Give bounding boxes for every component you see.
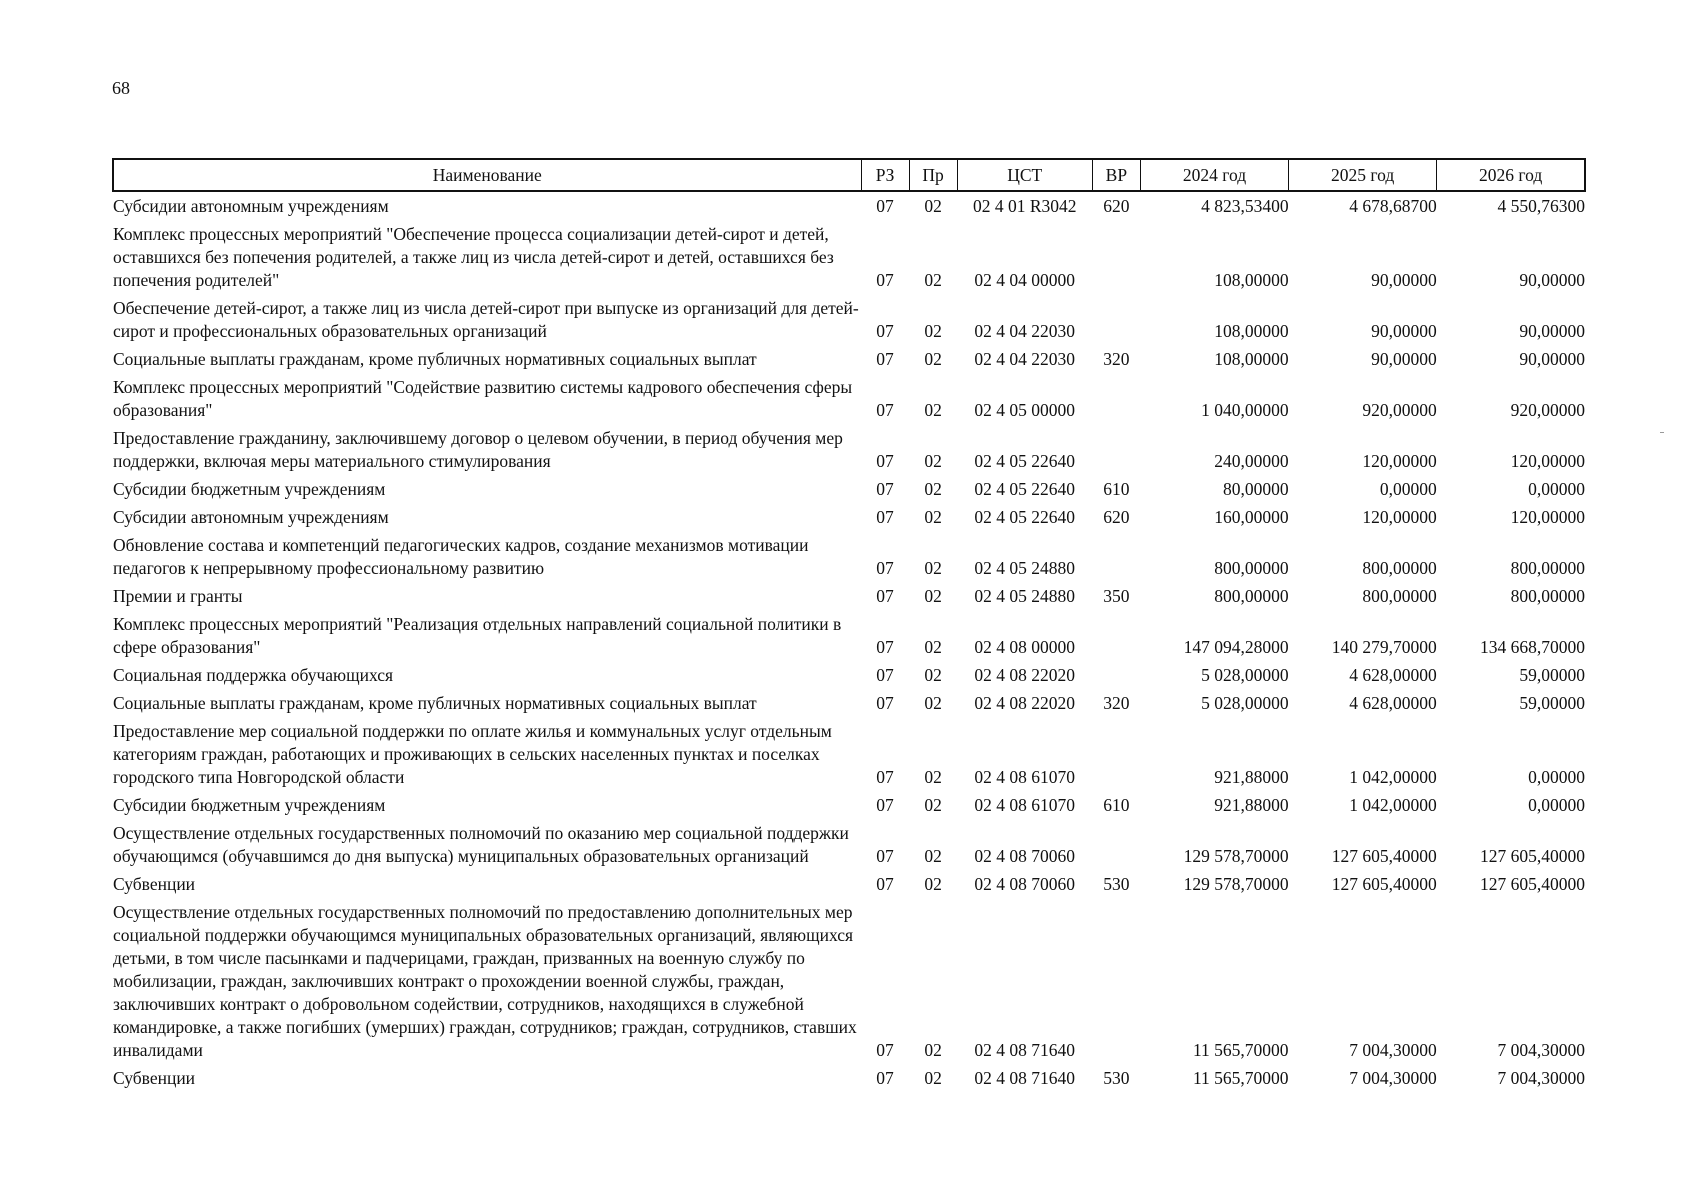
- table-row: [113, 475, 1585, 503]
- row-value-2026: 7 004,30000: [1497, 1040, 1585, 1060]
- row-value-2026: 7 004,30000: [1497, 1068, 1585, 1088]
- row-vr: 320: [1103, 693, 1130, 713]
- table-row: [113, 819, 1585, 870]
- header-2026: 2026 год: [1437, 159, 1585, 191]
- row-pr: 02: [924, 196, 942, 216]
- row-pr: 02: [924, 767, 942, 787]
- row-value-2024: 147 094,28000: [1183, 637, 1289, 657]
- row-name: Обеспечение детей-сирот, а также лиц из числа детей-сирот при выпуске из организаций для детей-сирот и профессиональных образовательных организаций: [113, 298, 859, 341]
- row-name: Субсидии автономным учреждениям: [113, 507, 389, 527]
- table-row: [113, 1064, 1585, 1092]
- row-name: Субвенции: [113, 1068, 196, 1088]
- row-value-2024: 800,00000: [1214, 558, 1289, 578]
- row-cst: 02 4 05 22640: [974, 507, 1076, 527]
- row-value-2025: 140 279,70000: [1331, 637, 1437, 657]
- row-name: Комплекс процессных мероприятий "Содействие развитию системы кадрового обеспечения сферы образования": [113, 377, 853, 420]
- row-rz: 07: [876, 665, 894, 685]
- budget-table-container: [112, 158, 1586, 1092]
- row-vr: 610: [1103, 479, 1130, 499]
- row-vr: [1092, 610, 1140, 661]
- row-rz: 07: [876, 321, 894, 341]
- table-row: [113, 610, 1585, 661]
- row-value-2024: 108,00000: [1214, 270, 1289, 290]
- row-value-2025: 0,00000: [1379, 479, 1437, 499]
- row-cst: 02 4 04 22030: [974, 321, 1076, 341]
- table-row: [113, 531, 1585, 582]
- row-rz: 07: [876, 349, 894, 369]
- row-vr: 620: [1103, 196, 1130, 216]
- table-row: [113, 191, 1585, 220]
- row-value-2025: 920,00000: [1362, 400, 1437, 420]
- row-pr: 02: [924, 558, 942, 578]
- table-body: [113, 191, 1585, 1092]
- row-cst: 02 4 08 61070: [974, 795, 1076, 815]
- table-row: [113, 294, 1585, 345]
- margin-mark: [1660, 432, 1664, 433]
- row-value-2025: 90,00000: [1371, 349, 1437, 369]
- row-cst: 02 4 08 71640: [974, 1040, 1076, 1060]
- row-rz: 07: [876, 400, 894, 420]
- row-rz: 07: [876, 1040, 894, 1060]
- row-value-2026: 59,00000: [1519, 665, 1585, 685]
- row-value-2025: 7 004,30000: [1349, 1068, 1437, 1088]
- row-name: Социальные выплаты гражданам, кроме публичных нормативных социальных выплат: [113, 693, 757, 713]
- row-value-2025: 800,00000: [1362, 558, 1437, 578]
- table-row: [113, 791, 1585, 819]
- row-value-2026: 59,00000: [1519, 693, 1585, 713]
- row-pr: 02: [924, 321, 942, 341]
- table-row: [113, 373, 1585, 424]
- row-rz: 07: [876, 196, 894, 216]
- row-vr: [1092, 531, 1140, 582]
- row-vr: [1092, 819, 1140, 870]
- row-rz: 07: [876, 795, 894, 815]
- row-pr: 02: [924, 400, 942, 420]
- row-name: Социальные выплаты гражданам, кроме публичных нормативных социальных выплат: [113, 349, 757, 369]
- row-value-2024: 921,88000: [1214, 767, 1289, 787]
- row-value-2026: 800,00000: [1510, 586, 1585, 606]
- row-cst: 02 4 08 70060: [974, 846, 1076, 866]
- row-value-2026: 127 605,40000: [1480, 846, 1585, 866]
- row-value-2025: 4 678,68700: [1349, 196, 1437, 216]
- row-value-2024: 11 565,70000: [1192, 1068, 1289, 1088]
- table-row: [113, 503, 1585, 531]
- row-name: Комплекс процессных мероприятий "Реализация отдельных направлений социальной политики в сфере образования": [113, 614, 842, 657]
- row-vr: 530: [1103, 1068, 1130, 1088]
- row-pr: 02: [924, 665, 942, 685]
- row-value-2024: 800,00000: [1214, 586, 1289, 606]
- header-vr: ВР: [1092, 159, 1140, 191]
- header-name: Наименование: [113, 159, 861, 191]
- row-vr: [1092, 424, 1140, 475]
- row-value-2026: 90,00000: [1519, 270, 1585, 290]
- row-pr: 02: [924, 1040, 942, 1060]
- row-value-2025: 127 605,40000: [1331, 874, 1437, 894]
- row-value-2024: 240,00000: [1214, 451, 1289, 471]
- row-name: Субсидии бюджетным учреждениям: [113, 795, 386, 815]
- row-name: Предоставление мер социальной поддержки по оплате жилья и коммунальных услуг отдельным категориям граждан, работающих и проживающих в сельских населенных пунктах и поселках городского типа Новгородской области: [113, 721, 832, 787]
- row-rz: 07: [876, 586, 894, 606]
- row-value-2025: 800,00000: [1362, 586, 1437, 606]
- row-value-2024: 129 578,70000: [1183, 874, 1289, 894]
- row-value-2025: 4 628,00000: [1349, 693, 1437, 713]
- row-vr: 620: [1103, 507, 1130, 527]
- row-name: Субсидии автономным учреждениям: [113, 196, 389, 216]
- row-value-2025: 7 004,30000: [1349, 1040, 1437, 1060]
- row-rz: 07: [876, 558, 894, 578]
- budget-table: [112, 158, 1586, 1092]
- table-row: [113, 345, 1585, 373]
- row-value-2024: 11 565,70000: [1192, 1040, 1289, 1060]
- row-name: Осуществление отдельных государственных полномочий по оказанию мер социальной поддержки обучающимся (обучавшимся до дня выпуска) муниципальных образовательных организаций: [113, 823, 849, 866]
- row-vr: [1092, 294, 1140, 345]
- row-value-2025: 90,00000: [1371, 270, 1437, 290]
- row-pr: 02: [924, 349, 942, 369]
- row-cst: 02 4 04 22030: [974, 349, 1076, 369]
- row-value-2026: 800,00000: [1510, 558, 1585, 578]
- row-value-2024: 129 578,70000: [1183, 846, 1289, 866]
- row-name: Комплекс процессных мероприятий "Обеспечение процесса социализации детей-сирот и детей, оставшихся без попечения родителей, а также лиц из числа детей-сирот и детей, оставшихся без попечения родителей": [113, 224, 834, 290]
- row-value-2025: 127 605,40000: [1331, 846, 1437, 866]
- row-vr: 530: [1103, 874, 1130, 894]
- row-value-2026: 0,00000: [1528, 767, 1585, 787]
- row-rz: 07: [876, 693, 894, 713]
- row-vr: [1092, 220, 1140, 294]
- row-rz: 07: [876, 479, 894, 499]
- row-rz: 07: [876, 507, 894, 527]
- row-value-2024: 160,00000: [1214, 507, 1289, 527]
- row-value-2024: 5 028,00000: [1201, 693, 1289, 713]
- row-rz: 07: [876, 874, 894, 894]
- row-cst: 02 4 08 22020: [974, 693, 1076, 713]
- row-cst: 02 4 08 22020: [974, 665, 1076, 685]
- row-pr: 02: [924, 1068, 942, 1088]
- table-row: [113, 661, 1585, 689]
- row-value-2024: 4 823,53400: [1201, 196, 1289, 216]
- row-pr: 02: [924, 795, 942, 815]
- row-rz: 07: [876, 270, 894, 290]
- row-pr: 02: [924, 637, 942, 657]
- row-value-2026: 920,00000: [1510, 400, 1585, 420]
- row-pr: 02: [924, 693, 942, 713]
- table-row: [113, 717, 1585, 791]
- row-cst: 02 4 04 00000: [974, 270, 1076, 290]
- row-rz: 07: [876, 637, 894, 657]
- row-vr: [1092, 661, 1140, 689]
- row-pr: 02: [924, 874, 942, 894]
- row-pr: 02: [924, 479, 942, 499]
- row-cst: 02 4 05 22640: [974, 451, 1076, 471]
- header-2024: 2024 год: [1140, 159, 1288, 191]
- table-row: [113, 689, 1585, 717]
- table-header: [113, 159, 1585, 191]
- row-name: Социальная поддержка обучающихся: [113, 665, 394, 685]
- row-pr: 02: [924, 451, 942, 471]
- row-name: Премии и гранты: [113, 586, 243, 606]
- row-cst: 02 4 05 00000: [974, 400, 1076, 420]
- row-value-2026: 134 668,70000: [1480, 637, 1585, 657]
- row-cst: 02 4 05 22640: [974, 479, 1076, 499]
- header-rz: РЗ: [861, 159, 909, 191]
- row-value-2025: 120,00000: [1362, 451, 1437, 471]
- header-cst: ЦСТ: [957, 159, 1092, 191]
- row-cst: 02 4 08 00000: [974, 637, 1076, 657]
- row-vr: 350: [1103, 586, 1130, 606]
- row-cst: 02 4 05 24880: [974, 586, 1076, 606]
- row-value-2026: 90,00000: [1519, 321, 1585, 341]
- row-value-2024: 80,00000: [1222, 479, 1289, 499]
- row-name: Субвенции: [113, 874, 196, 894]
- header-2025: 2025 год: [1289, 159, 1437, 191]
- table-row: [113, 582, 1585, 610]
- row-pr: 02: [924, 507, 942, 527]
- row-value-2025: 1 042,00000: [1349, 767, 1437, 787]
- row-rz: 07: [876, 451, 894, 471]
- row-value-2026: 0,00000: [1528, 479, 1585, 499]
- table-row: [113, 898, 1585, 1064]
- row-value-2025: 90,00000: [1371, 321, 1437, 341]
- row-cst: 02 4 08 71640: [974, 1068, 1076, 1088]
- row-rz: 07: [876, 1068, 894, 1088]
- row-value-2026: 4 550,76300: [1497, 196, 1585, 216]
- row-cst: 02 4 08 70060: [974, 874, 1076, 894]
- page-number: 68: [112, 78, 130, 98]
- row-name: Субсидии бюджетным учреждениям: [113, 479, 386, 499]
- row-vr: [1092, 898, 1140, 1064]
- row-value-2024: 1 040,00000: [1201, 400, 1289, 420]
- table-row: [113, 424, 1585, 475]
- row-vr: 320: [1103, 349, 1130, 369]
- row-value-2025: 1 042,00000: [1349, 795, 1437, 815]
- table-row: [113, 870, 1585, 898]
- row-value-2025: 120,00000: [1362, 507, 1437, 527]
- row-value-2026: 120,00000: [1510, 451, 1585, 471]
- header-pr: Пр: [909, 159, 957, 191]
- table-row: [113, 220, 1585, 294]
- row-vr: [1092, 717, 1140, 791]
- row-vr: 610: [1103, 795, 1130, 815]
- row-value-2025: 4 628,00000: [1349, 665, 1437, 685]
- row-rz: 07: [876, 767, 894, 787]
- row-vr: [1092, 373, 1140, 424]
- header-row: [113, 159, 1585, 191]
- row-value-2024: 921,88000: [1214, 795, 1289, 815]
- row-value-2024: 108,00000: [1214, 321, 1289, 341]
- row-value-2024: 108,00000: [1214, 349, 1289, 369]
- row-cst: 02 4 05 24880: [974, 558, 1076, 578]
- row-name: Обновление состава и компетенций педагогических кадров, создание механизмов мотивации педагогов к непрерывному профессиональному развитию: [113, 535, 809, 578]
- row-rz: 07: [876, 846, 894, 866]
- row-pr: 02: [924, 586, 942, 606]
- row-cst: 02 4 01 R3042: [972, 196, 1077, 216]
- row-value-2024: 5 028,00000: [1201, 665, 1289, 685]
- row-pr: 02: [924, 270, 942, 290]
- row-value-2026: 120,00000: [1510, 507, 1585, 527]
- row-name: Осуществление отдельных государственных полномочий по предоставлению дополнительных мер социальной поддержки обучающимся муниципальных образовательных организаций, являющихся детьми, в том числе пасынками и падчерицами, граждан, призванных на военную службу по мобилизации, граждан, заключивших контракт о прохождении военной службы, граждан, заключивших контракт о добровольном содействии, сотрудников, находящихся в служебной командировке, а также погибших (умерших) граждан, сотрудников; граждан, сотрудников, ставших инвалидами: [113, 902, 857, 1060]
- row-name: Предоставление гражданину, заключившему договор о целевом обучении, в период обучения мер поддержки, включая меры материального стимулирования: [113, 428, 843, 471]
- row-pr: 02: [924, 846, 942, 866]
- row-value-2026: 127 605,40000: [1480, 874, 1585, 894]
- row-value-2026: 90,00000: [1519, 349, 1585, 369]
- row-value-2026: 0,00000: [1528, 795, 1585, 815]
- row-cst: 02 4 08 61070: [974, 767, 1076, 787]
